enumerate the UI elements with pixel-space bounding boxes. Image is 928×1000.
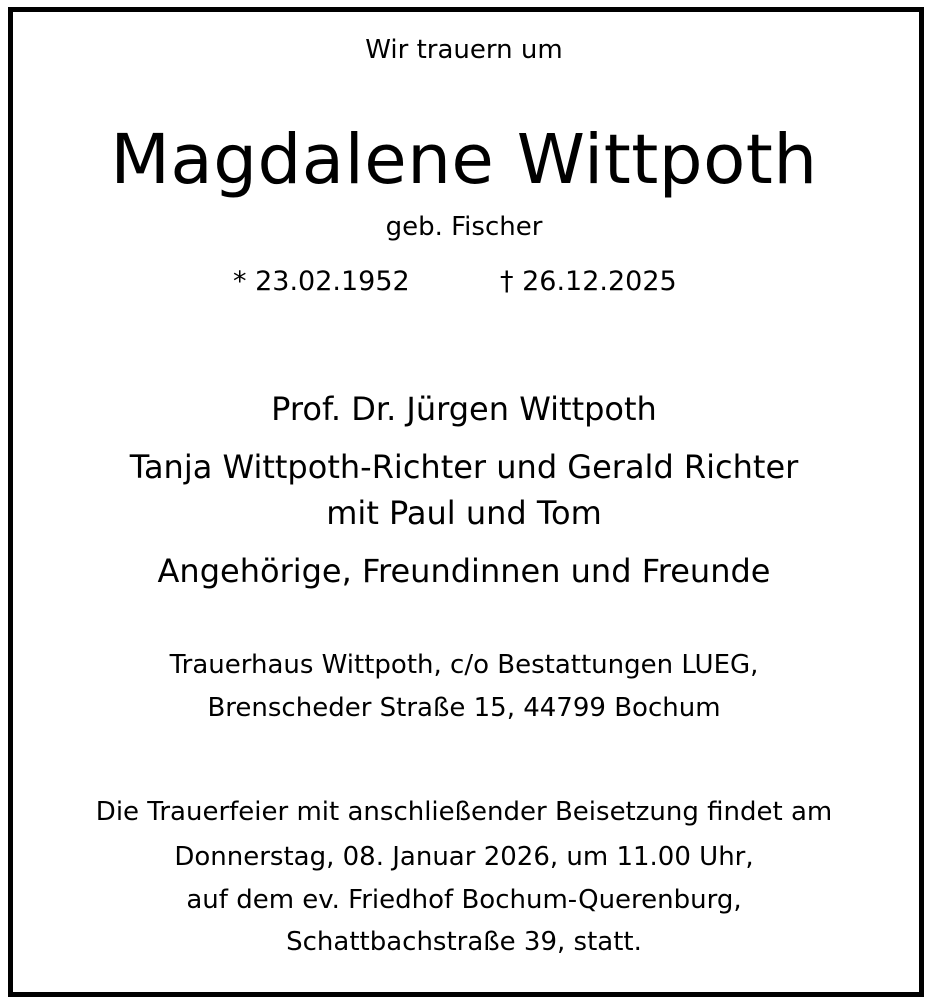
birth-date: * 23.02.1952 <box>233 266 410 297</box>
address-line: Trauerhaus Wittpoth, c/o Bestattungen LUEG, <box>169 650 759 680</box>
intro-text: Wir trauern um <box>365 35 563 65</box>
mourner-line: Prof. Dr. Jürgen Wittpoth <box>271 390 657 428</box>
maiden-name: geb. Fischer <box>385 212 543 242</box>
mourner-line: Tanja Wittpoth-Richter und Gerald Richter <box>129 448 799 486</box>
ceremony-line: Die Trauerfeier mit anschließender Beisetzung findet am <box>95 797 833 827</box>
mourner-line: mit Paul und Tom <box>326 494 602 532</box>
ceremony-line: Schattbachstraße 39, statt. <box>286 927 642 957</box>
address-line: Brenscheder Straße 15, 44799 Bochum <box>207 693 721 723</box>
deceased-name: Magdalene Wittpoth <box>110 120 818 200</box>
ceremony-line: auf dem ev. Friedhof Bochum-Querenburg, <box>186 885 742 915</box>
ceremony-line: Donnerstag, 08. Januar 2026, um 11.00 Uhr, <box>174 842 754 872</box>
death-date: † 26.12.2025 <box>500 266 677 297</box>
mourner-line: Angehörige, Freundinnen und Freunde <box>157 552 771 590</box>
